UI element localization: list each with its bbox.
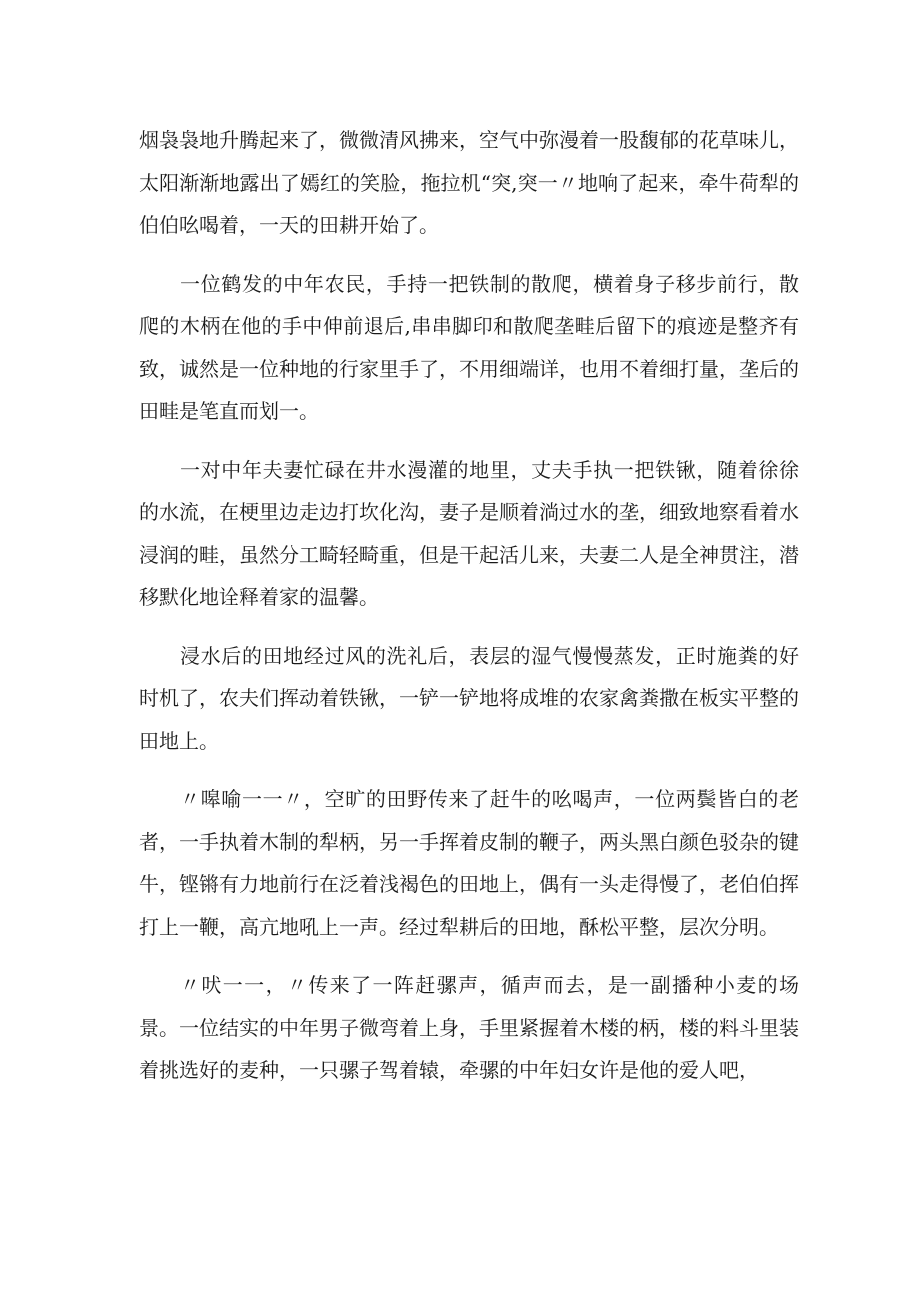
- paragraph-5: 〃嗥喻一一〃，空旷的田野传来了赶牛的吆喝声，一位两鬓皆白的老者，一手执着木制的犁柄，另一手挥着皮制的鞭子，两头黑白颜色驳杂的键牛，铿锵有力地前行在泛着浅褐色的田地上，偶有一头走得慢了，老伯伯挥打上一鞭，高亢地吼上一声。经过犁耕后的田地，酥松平整，层次分明。: [139, 787, 799, 939]
- paragraph-6: 〃吠一一，〃传来了一阵赶骡声，循声而去，是一副播种小麦的场景。一位结实的中年男子微弯着上身，手里紧握着木楼的柄，楼的料斗里装着挑选好的麦种，一只骡子驾着辕，牵骡的中年妇女许是他的爱人吧，: [139, 973, 799, 1082]
- paragraph-2: 一位鹤发的中年农民，手持一把铁制的散爬，横着身子移步前行，散爬的木柄在他的手中伸前退后,串串脚印和散爬垄畦后留下的痕迹是整齐有致，诚然是一位种地的行家里手了，不用细端详，也用不着细打量，垄后的田畦是笔直而划一。: [139, 271, 799, 423]
- paragraph-1: 烟袅袅地升腾起来了，微微清风拂来，空气中弥漫着一股馥郁的花草味儿，太阳渐渐地露出了嫣红的笑脸，拖拉机“突,突一〃地响了起来，牵牛荷犁的伯伯吆喝着，一天的田耕开始了。: [139, 128, 799, 237]
- article-body: [139, 119, 799, 1092]
- paragraph-4: 浸水后的田地经过风的洗礼后，表层的湿气慢慢蒸发，正时施粪的好时机了，农夫们挥动着铁锹，一铲一铲地将成堆的农家禽粪撒在板实平整的田地上。: [139, 643, 799, 753]
- paragraph-3: 一对中年夫妻忙碌在井水漫灌的地里，丈夫手执一把铁锹，随着徐徐的水流，在梗里边走边打坎化沟，妻子是顺着淌过水的垄，细致地察看着水浸润的畦，虽然分工畸轻畸重，但是干起活儿来，夫妻二人是全神贯注，潜移默化地诠释着家的温馨。: [139, 457, 799, 609]
